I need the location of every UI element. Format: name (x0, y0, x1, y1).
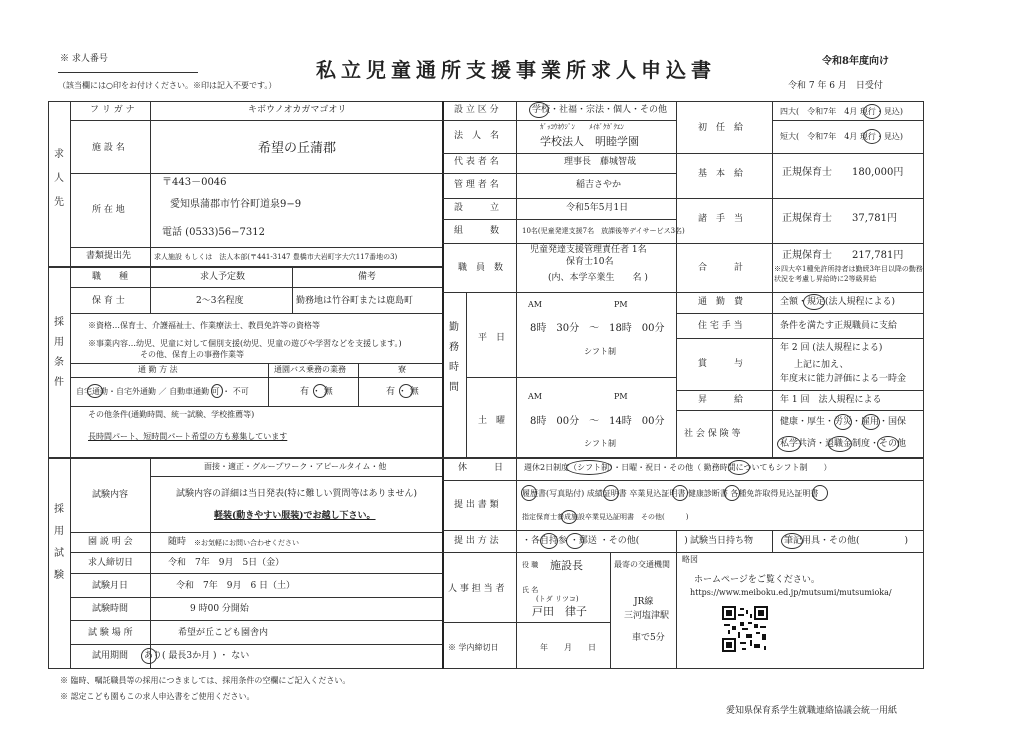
deadline-value: 令和 7年 9月 5日（金） (168, 558, 285, 568)
documents-label: 提 出 書 類 (454, 500, 499, 510)
documents-line-2: 指定保育士養成施設卒業見込証明書 その他( ) (522, 513, 689, 521)
footer-note-1: ※ 臨時、嘱託職員等の採用につきましては、採用条件の空欄にご記入ください。 (60, 676, 351, 685)
dorm-label: 寮 (398, 365, 406, 374)
header-note: （該当欄には○印をお付けください。※印は記入不要です。） (58, 81, 277, 90)
circle-mark (863, 104, 881, 119)
duty-line-1: ※事業内容…幼児、児童に対して個別支援(幼児、児童の遊びや学習などを支援します。) (88, 339, 402, 348)
starting-2yr: 短大( 令和7年 4月 現行・見込) (780, 132, 903, 141)
starting-4yr: 四大( 令和7年 4月 現行・見込) (780, 107, 903, 116)
qr-code-icon (722, 606, 768, 652)
saturday-time: 8時 00分 ～ 14時 00分 (530, 416, 665, 427)
briefing-value: 随時 (168, 537, 187, 547)
insurance-line-2: 私学共済・退職金制度・その他 (780, 439, 907, 449)
dorm-value: 有 ・ 無 (386, 387, 419, 397)
submit-method-value: ・各自持参 ・郵送 ・その他( ) (522, 536, 688, 546)
school-deadline-value: 年 月 日 (540, 643, 596, 652)
hr-role-label: 役 職 (522, 561, 539, 569)
station-line-3: 車で5分 (632, 633, 665, 643)
established-label: 設 立 (454, 203, 500, 213)
homepage-note: ホームページをご覧ください。 (694, 575, 820, 585)
weekday-pm: PM (614, 300, 628, 309)
setup-type-value: 学校・社福・宗法・個人・その他 (532, 105, 668, 115)
zip-code: 〒443－0046 (162, 177, 227, 188)
station-label: 最寄の交通機関 (614, 560, 670, 569)
trial-period-label: 試用期間 (92, 651, 129, 661)
circle-mark (313, 384, 327, 398)
furigana-value: キボウノオカガマゴオリ (248, 105, 347, 115)
exam-place-value: 希望が丘こども園舎内 (178, 628, 269, 638)
circle-mark (561, 510, 577, 524)
commute-allowance-value: 全額・規定(法人規程による) (780, 297, 896, 307)
starting-salary-label: 初 任 給 (698, 123, 744, 133)
briefing-note: ※お気軽にお問い合わせください (194, 539, 299, 547)
circle-mark (399, 384, 413, 398)
commute-method-label: 通 勤 方 法 (138, 365, 178, 374)
circle-mark (862, 414, 880, 430)
circle-mark (828, 436, 852, 452)
qualification: ※資格…保育士、介護福祉士、作業療法士、教員免許等の資格等 (88, 321, 320, 330)
job-name: 保 育 士 (92, 296, 125, 306)
manager-value: 稲吉さやか (576, 180, 622, 190)
weekday-label: 平 日 (478, 333, 506, 343)
circle-mark (540, 533, 558, 549)
other-conditions: その他条件(通勤時間、統一試験、学校推薦等) (88, 410, 255, 419)
corp-name-label: 法 人 名 (454, 131, 500, 141)
established-value: 令和5年5月1日 (566, 203, 629, 213)
submit-to-value: 求人施設 もしくは 法人本部(〒441-3147 豊橋市大岩町字大穴117番地の3) (154, 253, 398, 261)
phone-value: 電話 (0533)56−7312 (162, 227, 265, 238)
station-line-2: 三河塩津駅 (624, 611, 670, 621)
circle-mark (521, 485, 537, 501)
circle-mark (812, 485, 828, 501)
address-value: 愛知県蒲郡市竹谷町道泉9−9 (170, 199, 302, 210)
submit-to-label: 書類提出先 (86, 251, 132, 261)
circle-mark (803, 294, 825, 310)
hr-contact-label: 人 事 担 当 者 (448, 584, 505, 594)
groups-value: 10名(児童発達支援7名 放課後等デイサービス3名) (522, 227, 685, 235)
total-note-1: ※四大卒1種免許所持者は勤続3年目以降の勤務 (774, 265, 923, 273)
circle-mark (877, 436, 899, 452)
facility-label: 施 設 名 (92, 143, 125, 153)
staff-line-3: (内、本学卒業生 名 ) (548, 273, 648, 283)
footer-note-2: ※ 認定こども園もこの求人申込書をご使用ください。 (60, 692, 255, 701)
exam-content-detail: 試験内容の詳細は当日発表(特に難しい質問等はありません) (176, 489, 418, 499)
briefing-label: 園 説 明 会 (88, 537, 133, 547)
staff-line-2: 保育士10名 (566, 257, 614, 267)
submit-method-label: 提 出 方 法 (454, 536, 499, 546)
holiday-value: 週休2日制度（シフト制）・日曜・祝日・その他（ 勤務時間についてもシフト制 ） (524, 463, 832, 472)
corp-name-kana: ｶﾞｯｺｳﾎｳｼﾞﾝ ﾒｲﾎﾞｸｶﾞｸｴﾝ (540, 123, 624, 131)
hr-role-value: 施設長 (550, 559, 583, 572)
documents-line-1: 履歴書(写真貼付) 成績証明書 卒業見込証明書 健康診断書 各種免許取得見込証明書 (522, 489, 819, 498)
hr-name-label: 氏 名 (522, 586, 539, 594)
exam-time-value: 9 時00 分開始 (190, 604, 249, 614)
allowance-value: 正規保育士 37,781円 (782, 213, 897, 224)
weekday-am: AM (528, 300, 542, 309)
total-value: 正規保育士 217,781円 (782, 250, 904, 261)
representative-label: 代 表 者 名 (454, 157, 499, 167)
base-salary-value: 正規保育士 180,000円 (782, 167, 904, 178)
section-kyujin-label: 求 人 先 (54, 149, 64, 208)
bring-items-label: 試験当日持ち物 (690, 536, 754, 546)
representative-value: 理事長 藤城智哉 (564, 157, 637, 167)
section-saiyo-label: 採 用 条 件 (54, 317, 64, 388)
allowance-label: 諸 手 当 (698, 214, 744, 224)
circle-mark (141, 648, 157, 664)
work-hours-label: 勤 務 時 間 (449, 322, 459, 393)
total-note-2: 状況を考慮し昇給時に2等級昇給 (774, 275, 877, 283)
saturday-shift: シフト制 (584, 439, 616, 448)
raise-label: 昇 給 (698, 395, 744, 405)
circle-mark (834, 414, 852, 430)
circle-mark (566, 533, 584, 549)
bonus-label: 賞 与 (698, 359, 744, 369)
bring-items-value: 筆記用具・その他( ) (784, 536, 909, 546)
hr-name-value: 戸田 律子 (532, 605, 587, 618)
saturday-am: AM (528, 392, 542, 401)
hr-name-kana: (トダ リツコ) (536, 595, 579, 603)
furigana-label: フ リ ガ ナ (90, 105, 135, 115)
job-type-label: 職 種 (92, 272, 129, 282)
section-shiken-label: 採 用 試 験 (54, 504, 64, 581)
saturday-pm: PM (614, 392, 628, 401)
circle-mark (529, 102, 549, 118)
insurance-label: 社 会 保 険 等 (684, 429, 741, 439)
housing-label: 住 宅 手 当 (698, 321, 743, 331)
manager-label: 管 理 者 名 (454, 180, 499, 190)
circle-mark (724, 485, 740, 501)
circle-mark (777, 436, 801, 452)
address-label: 所 在 地 (92, 205, 125, 215)
circle-mark (603, 485, 619, 501)
facility-name: 希望の丘蒲郡 (258, 141, 337, 156)
staff-line-1: 児童発達支援管理責任者 1名 (530, 245, 647, 255)
bonus-line-1: 年 2 回 (法人規程による) (780, 343, 883, 353)
circle-mark (728, 460, 750, 475)
footer-organization: 愛知県保育系学生就職連絡協議会統一用紙 (726, 706, 898, 716)
saturday-label: 土 曜 (478, 416, 506, 426)
base-salary-label: 基 本 給 (698, 169, 744, 179)
staff-count-label: 職 員 数 (458, 263, 504, 273)
school-deadline-label: ※ 学内締切日 (448, 643, 499, 652)
total-label: 合 計 (698, 263, 744, 273)
corp-name-value: 学校法人 明睦学園 (540, 135, 639, 148)
circle-mark (87, 384, 103, 398)
holiday-label: 休 日 (458, 463, 504, 473)
circle-mark (566, 460, 612, 475)
exam-methods: 面接・適正・グループワーク・アピールタイム・他 (204, 462, 387, 471)
groups-label: 組 数 (454, 226, 500, 236)
part-time-note: 長時間パート、短時間パート希望の方も募集しています (88, 432, 288, 441)
planned-count-label: 求人予定数 (200, 272, 246, 282)
duty-line-2: その他、保育上の事務作業等 (140, 350, 244, 359)
station-line-1: JR線 (634, 597, 654, 607)
exam-date-label: 試験月日 (92, 581, 129, 591)
circle-mark (211, 384, 223, 398)
map-label: 略図 (682, 555, 698, 564)
bonus-line-2: 上記に加え、 (794, 360, 849, 370)
exam-date-value: 令和 7年 9月 6 日（土） (176, 581, 296, 591)
exam-place-label: 試 験 場 所 (88, 628, 133, 638)
exam-dress-note: 軽装(動きやすい服装)でお越し下さい。 (214, 511, 376, 521)
page-title: 私立児童通所支援事業所求人申込書 (316, 58, 716, 82)
weekday-shift: シフト制 (584, 347, 616, 356)
circle-mark (672, 485, 688, 501)
deadline-label: 求人締切日 (88, 558, 134, 568)
circle-mark (863, 129, 881, 144)
exam-time-label: 試験時間 (92, 604, 129, 614)
bus-duty-value: 有 ・ 無 (300, 387, 333, 397)
job-remark: 勤務地は竹谷町または鹿島町 (296, 296, 414, 306)
trial-period-value: あり( 最長3か月 ) ・ ない (144, 651, 250, 661)
commute-method-value: 自宅通勤・自宅外通勤 ／ 自動車通勤 可 ・ 不可 (76, 387, 249, 396)
commute-allowance-label: 通 勤 費 (698, 297, 744, 307)
job-count: 2～3名程度 (196, 296, 244, 306)
setup-type-label: 設 立 区 分 (454, 105, 499, 115)
remarks-label: 備考 (358, 272, 377, 282)
weekday-time: 8時 30分 ～ 18時 00分 (530, 323, 665, 334)
exam-content-label: 試験内容 (92, 490, 129, 500)
bonus-line-3: 年度末に能力評価による一時金 (780, 374, 907, 384)
year-label: 令和8年度向け (822, 56, 889, 67)
received-date: 令和 7 年 6 月 日受付 (788, 81, 883, 91)
homepage-url[interactable]: https://www.meiboku.ed.jp/mutsumi/mutsumioka/ (690, 588, 892, 597)
housing-value: 条件を満たす正規職員に支給 (780, 321, 898, 331)
bus-duty-label: 通園バス乗務の業務 (274, 365, 346, 374)
circle-mark (781, 533, 803, 549)
ref-number-label: ※ 求人番号 (60, 54, 108, 64)
raise-value: 年 1 回 法人規程による (780, 395, 882, 405)
insurance-line-1: 健康・厚生・労災・雇用・国保 (780, 417, 907, 427)
